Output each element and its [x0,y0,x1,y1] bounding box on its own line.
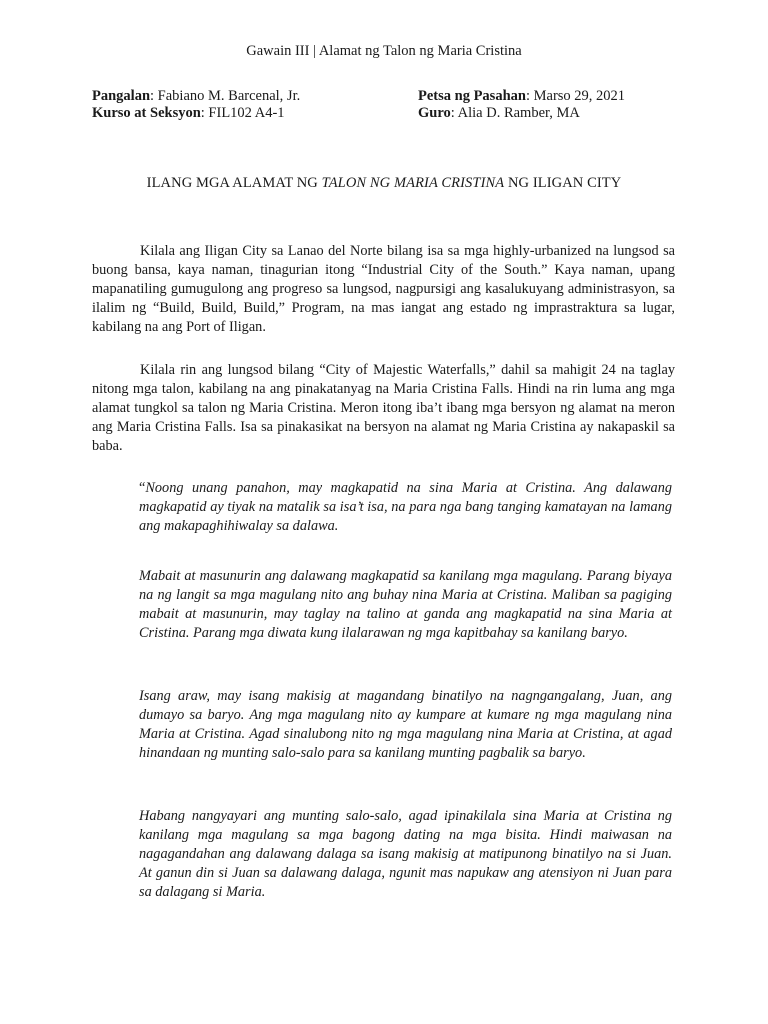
name-field [92,88,300,105]
name-label: Pangalan [92,88,151,104]
legend-quote-paragraph: Mabait at masunurin ang dalawang magkapatid sa kanilang mga magulang. Parang biyaya na ng langit sa mga magulang nito ang buhay nina Maria at Cristina. Maliban sa pagiging mabait at masunurin, may taglay na talino at ganda ang magkapatid na sina Maria at Cristina. Parang mga diwata kung ilalarawan ng mga kapitbahay sa kanilang baryo. [139,568,672,642]
quote-text: Noong unang panahon, may magkapatid na sina Maria at Cristina. Ang dalawang magkapatid ay tiyak na matalik sa isa’t isa, na para nga bang tanging kamatayan na lamang ang makapaghihiwalay sa dalawa. [139,480,672,535]
legend-quote-paragraph: Isang araw, may isang makisig at magandang binatilyo na nagngangalang, Juan, ang dumayo sa baryo. Ang mga magulang nito ay kumpare at kumare ng mga magulang nina Maria at Cristina. Agad sinalubong nito ng mga magulang nina Maria at Cristina, at agad hinandaan ng munting salo-salo para sa kanilang munting pagbalik sa baryo. [139,688,672,762]
course-value: : FIL102 A4-1 [200,105,285,121]
course-label: Kurso at Seksyon [92,105,201,121]
student-info [92,88,692,122]
date-field [418,88,625,105]
info-row-2 [92,105,692,122]
title-italic: TALON NG MARIA CRISTINA [321,175,505,191]
date-value: : Marso 29, 2021 [525,88,626,104]
legend-quote-paragraph [139,479,672,536]
info-row-1 [92,88,692,105]
title-suffix: NG ILIGAN CITY [504,175,622,191]
date-label: Petsa ng Pasahan [418,88,526,104]
body-paragraph: Kilala rin ang lungsod bilang “City of Majestic Waterfalls,” dahil sa mahigit 24 na taglay nitong mga talon, kabilang na ang pinakatanyag na Maria Cristina Falls. Hindi na rin luma ang mga alamat tungkol sa talon ng Maria Cristina. Meron itong iba’t ibang mga bersyon ng alamat na meron ang Maria Cristina Falls. Isa sa pinakasikat na bersyon na alamat ng Maria Cristina ay nakapaskil sa baba. [92,362,675,455]
document-heading: Gawain III | Alamat ng Talon ng Maria Cristina [246,43,522,59]
title-prefix: ILANG MGA ALAMAT NG [146,175,322,191]
document-title [0,175,768,192]
teacher-label: Guro [418,105,451,121]
course-field [92,105,285,122]
legend-quote-paragraph: Habang nangyayari ang munting salo-salo, agad ipinakilala sina Maria at Cristina ng kanilang mga magulang sa mga bagong dating na mga bisita. Hindi maiwasan na nagagandahan ang dalawang dalaga sa isang makisig at matipunong binatilyo na si Juan. At ganun din si Juan sa dalawang dalaga, ngunit mas napukaw ang atensiyon ni Juan para sa dalagang si Maria. [139,808,672,901]
opening-quote-mark: “ [139,480,146,497]
teacher-value: : Alia D. Ramber, MA [450,105,580,121]
body-paragraph: Kilala ang Iligan City sa Lanao del Norte bilang isa sa mga highly-urbanized na lungsod sa buong bansa, kaya naman, tinagurian itong “Industrial City of the South.” Kaya naman, upang mapanatiling gumugulong ang progreso sa lungsod, nagpursigi ang kasalukuyang administrasyon, sa ilalim ng “Build, Build, Build,” Program, na mas iangat ang estado ng imprastraktura sa lugar, kabilang na ang Port of Iligan. [92,243,675,336]
name-value: : Fabiano M. Barcenal, Jr. [150,88,301,104]
teacher-field [418,105,580,122]
